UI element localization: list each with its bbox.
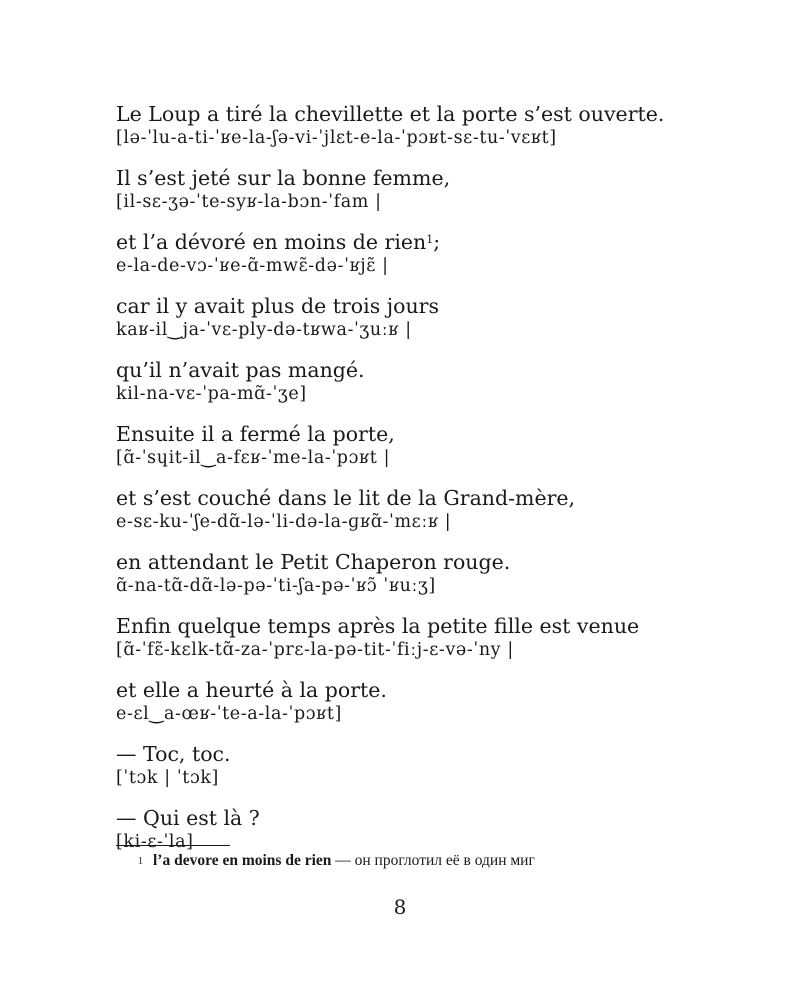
french-line-text: et l’a dévoré en moins de rien xyxy=(116,230,427,254)
french-line-tail: ; xyxy=(433,230,441,254)
transcription-line: [lə-ˈlu-a-ti-ˈʁe-la-ʃə-vi-ˈjlɛt-e-la-ˈpɔʁt-sɛ-tu-ˈvɛʁt] xyxy=(116,128,557,148)
transcription-line: [ki-ɛ-ˈla] xyxy=(116,832,194,852)
stanza xyxy=(116,101,716,149)
french-line: qu’il n’avait pas mangé. xyxy=(116,358,365,382)
footnote-mark: 1 xyxy=(138,856,143,867)
transcription-line: e-la-de-vɔ-ˈʁe-ɑ̃-mwɛ̃-də-ˈʁjɛ̃ | xyxy=(116,256,389,276)
french-line: — Qui est là ? xyxy=(116,806,260,830)
stanza xyxy=(116,549,716,597)
transcription-line: [ɑ̃-ˈsɥit-il‿a-fɛʁ-ˈme-la-ˈpɔʁt | xyxy=(116,448,391,468)
transcription-line: kaʁ-il‿ja-ˈvɛ-ply-də-tʁwa-ˈʒuːʁ | xyxy=(116,320,412,340)
stanza xyxy=(116,677,716,725)
transcription-line: e-ɛl‿a-œʁ-ˈte-a-la-ˈpɔʁt] xyxy=(116,704,342,724)
footnote-divider xyxy=(116,845,230,846)
transcription-line: ɑ̃-na-tɑ̃-dɑ̃-lə-pə-ˈti-ʃa-pə-ˈʁɔ̃ ˈʁuːʒ] xyxy=(116,576,436,596)
stanza xyxy=(116,229,716,277)
stanza xyxy=(116,741,716,789)
stanza xyxy=(116,293,716,341)
stanza xyxy=(116,613,716,661)
french-line: et elle a heurté à la porte. xyxy=(116,678,387,702)
footnote xyxy=(138,850,535,872)
page-number: 8 xyxy=(393,895,407,919)
french-line: et s’est couché dans le lit de la Grand-mère, xyxy=(116,486,576,510)
stanza xyxy=(116,421,716,469)
stanza xyxy=(116,485,716,533)
french-line: — Toc, toc. xyxy=(116,742,231,766)
footnote-term: l’a devore en moins de rien xyxy=(153,852,332,869)
stanza xyxy=(116,165,716,213)
text-body xyxy=(116,101,716,869)
french-line: Enfin quelque temps après la petite fille est venue xyxy=(116,614,640,638)
french-line: Le Loup a tiré la chevillette et la porte s’est ouverte. xyxy=(116,102,665,126)
footnote-text: — он проглотил её в один миг xyxy=(331,852,535,869)
transcription-line: kil-na-vɛ-ˈpa-mɑ̃-ˈʒe] xyxy=(116,384,307,404)
french-line: en attendant le Petit Chaperon rouge. xyxy=(116,550,511,574)
french-line: Il s’est jeté sur la bonne femme, xyxy=(116,166,451,190)
transcription-line: [ɑ̃-ˈfɛ̃-kɛlk-tɑ̃-za-ˈprɛ-la-pə-tit-ˈfiːj-ɛ-və-ˈny | xyxy=(116,640,514,660)
french-line: car il y avait plus de trois jours xyxy=(116,294,439,318)
stanza xyxy=(116,357,716,405)
transcription-line: [il-sɛ-ʒə-ˈte-syʁ-la-bɔn-ˈfam | xyxy=(116,192,382,212)
footnote-reference[interactable]: 1 xyxy=(426,233,434,246)
transcription-line: [ˈtɔk | ˈtɔk] xyxy=(116,768,219,788)
transcription-line: e-sɛ-ku-ˈʃe-dɑ̃-lə-ˈli-də-la-ɡʁɑ̃-ˈmɛːʁ | xyxy=(116,512,452,532)
french-line: Ensuite il a fermé la porte, xyxy=(116,422,395,446)
french-line xyxy=(116,229,716,255)
